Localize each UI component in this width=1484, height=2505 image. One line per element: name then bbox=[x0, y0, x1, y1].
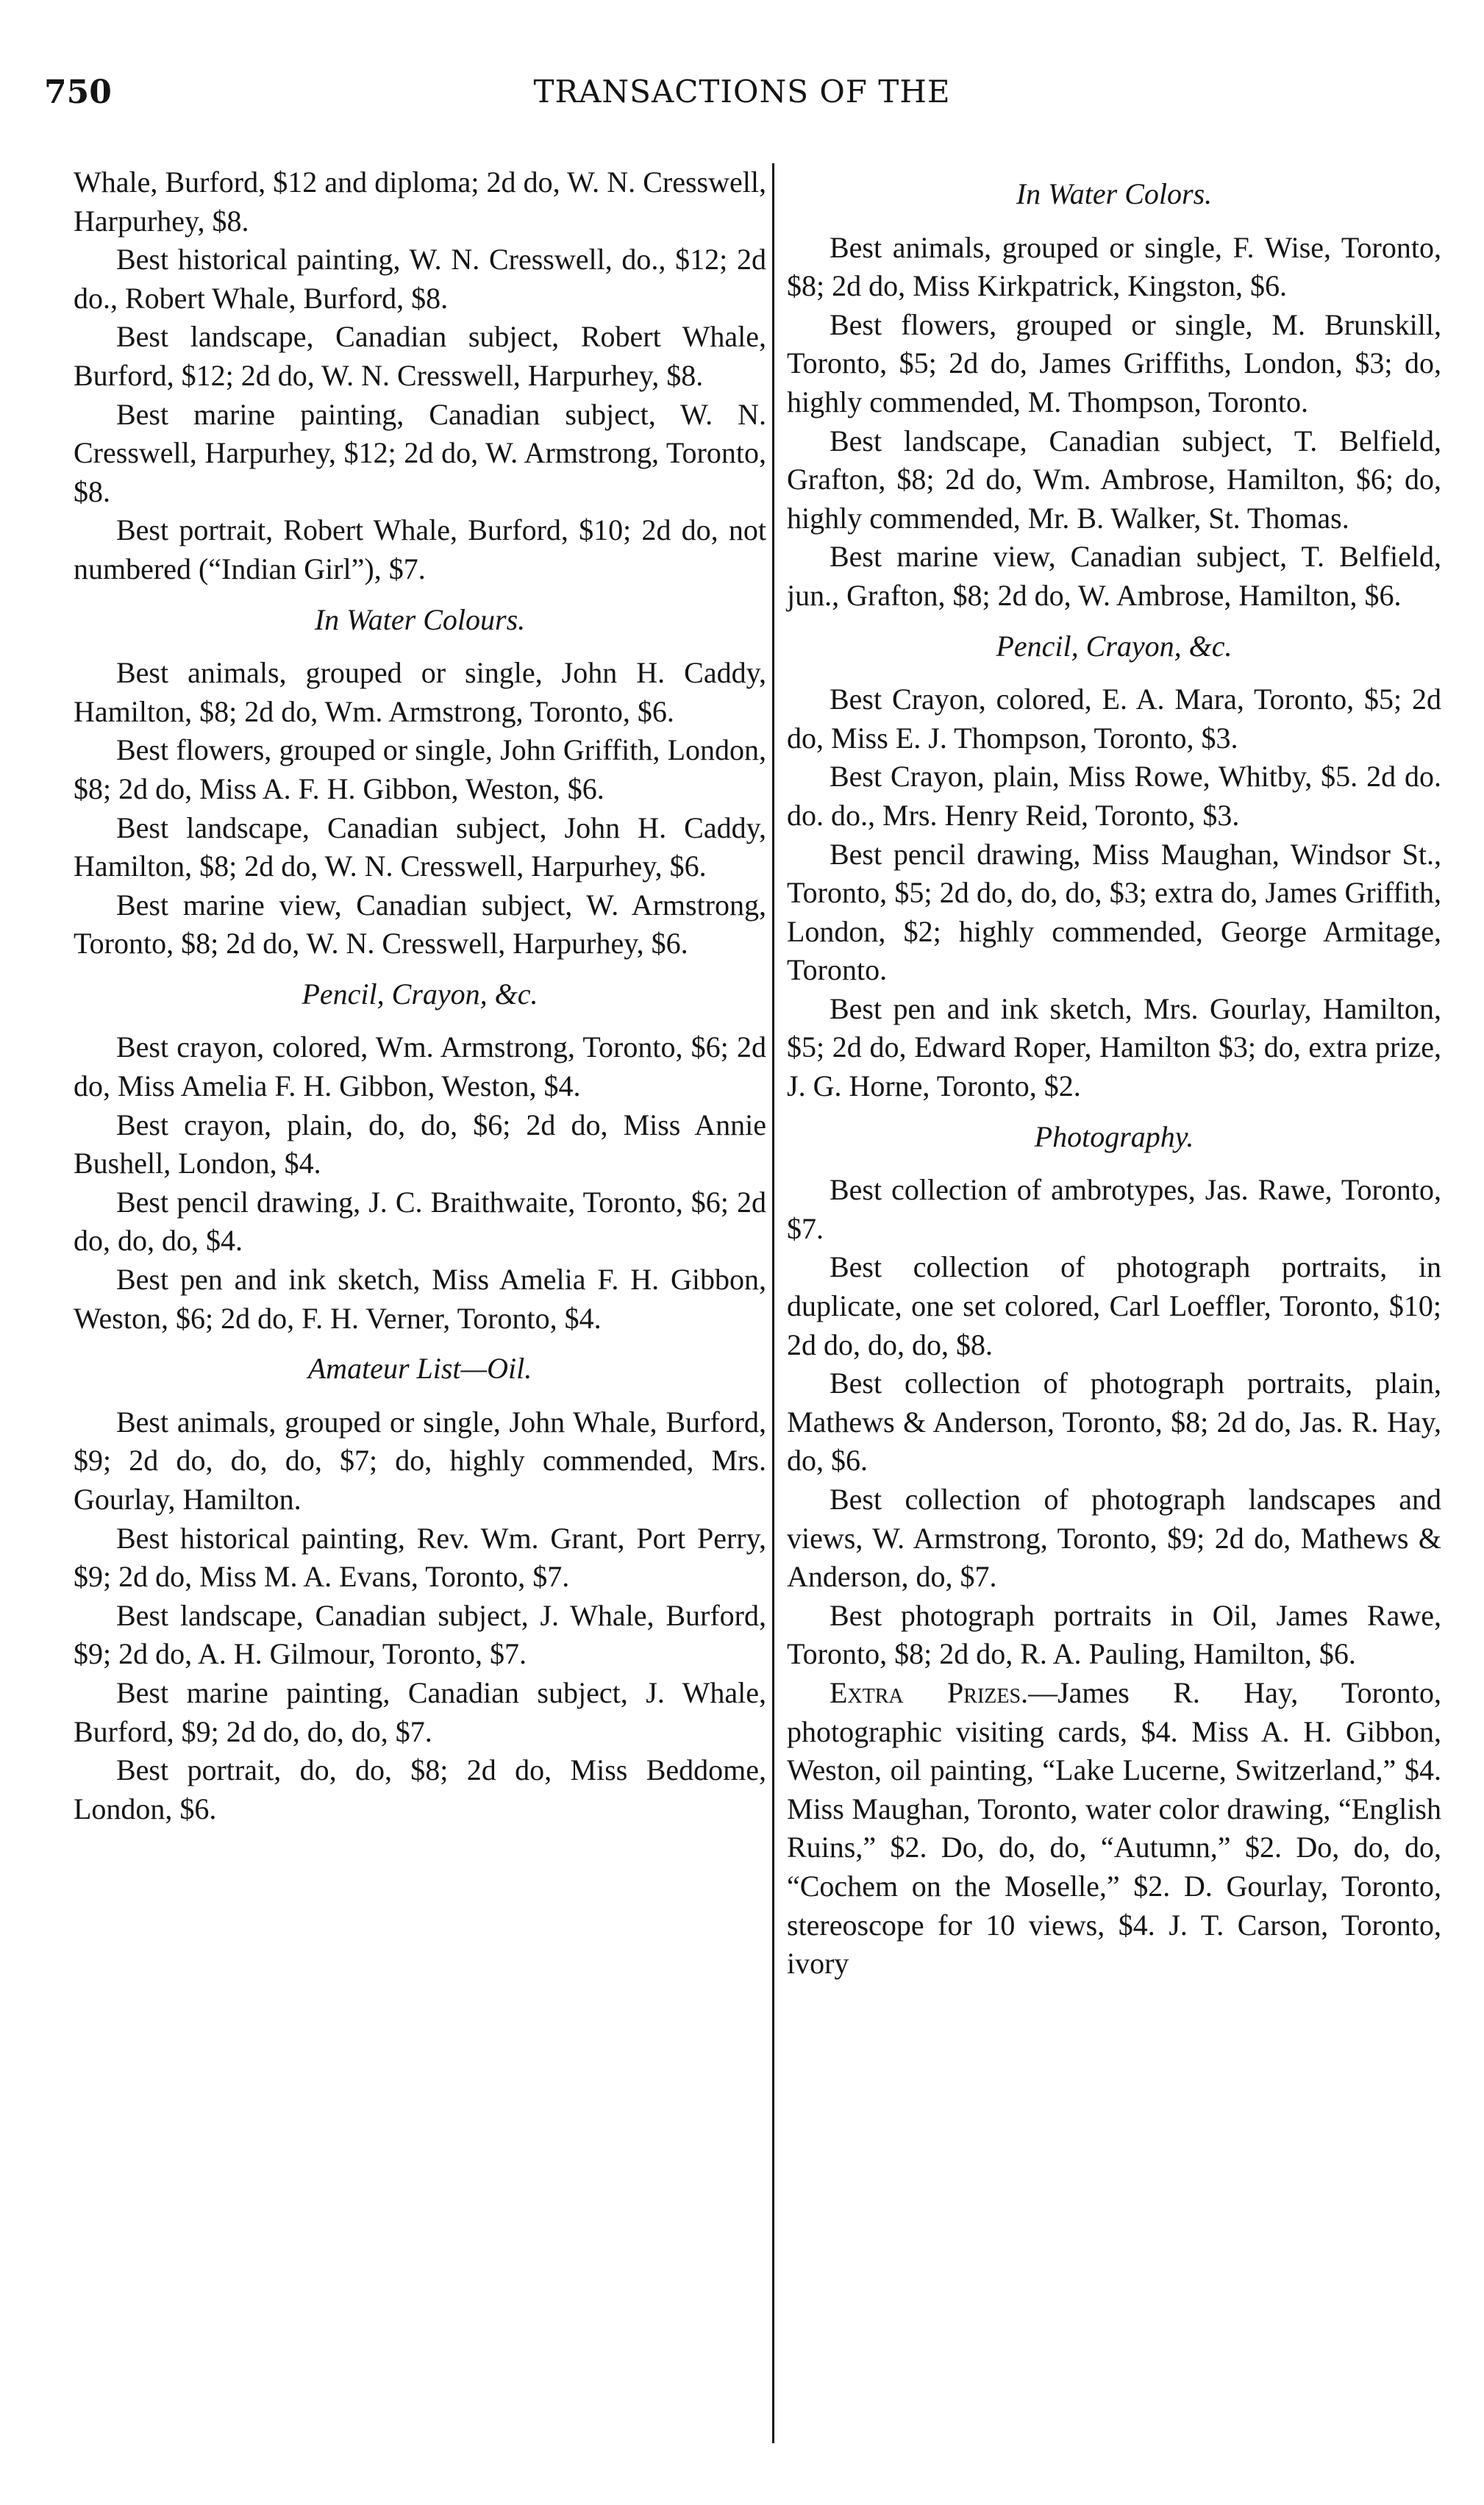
prize-entry: Best pen and ink sketch, Miss Amelia F. H. Gibbon, Weston, $6; 2d do, F. H. Verner, Toronto, $4. bbox=[74, 1263, 766, 1335]
prize-entry: Best Crayon, plain, Miss Rowe, Whitby, $5. 2d do. do. do., Mrs. Henry Reid, Toronto, $3. bbox=[787, 760, 1441, 832]
prize-entry: Best historical painting, W. N. Cresswell, do., $12; 2d do., Robert Whale, Burford, $8. bbox=[74, 243, 766, 315]
prize-entry: Best Crayon, colored, E. A. Mara, Toronto, $5; 2d do, Miss E. J. Thompson, Toronto, $3. bbox=[787, 683, 1441, 755]
prize-entry bbox=[787, 1674, 1441, 1984]
extra-prizes-label: Extra Prizes. bbox=[830, 1675, 1029, 1709]
prize-entry: Best marine painting, Canadian subject, W. N. Cresswell, Harpurhey, $12; 2d do, W. Armstrong, Toronto, $8. bbox=[74, 397, 766, 508]
prize-entry: Best marine painting, Canadian subject, J. Whale, Burford, $9; 2d do, do, do, $7. bbox=[74, 1675, 766, 1748]
prize-entry: Best collection of photograph portraits, plain, Mathews & Anderson, Toronto, $8; 2d do, Jas. R. Hay, do, $6. bbox=[787, 1366, 1441, 1478]
prize-entry: Best landscape, Canadian subject, John H. Caddy, Hamilton, $8; 2d do, W. N. Cresswell, Harpurhey, $6. bbox=[74, 810, 766, 883]
prize-entry: Best animals, grouped or single, F. Wise, Toronto, $8; 2d do, Miss Kirkpatrick, Kingston, $6. bbox=[787, 230, 1441, 303]
prize-entry: Best photograph portraits in Oil, James Rawe, Toronto, $8; 2d do, R. A. Pauling, Hamilton, $6. bbox=[787, 1598, 1441, 1671]
section-heading: Pencil, Crayon, &c. bbox=[302, 977, 538, 1011]
prize-entry: Best landscape, Canadian subject, J. Whale, Burford, $9; 2d do, A. H. Gilmour, Toronto, $7. bbox=[74, 1598, 766, 1671]
running-head: TRANSACTIONS OF THE bbox=[533, 74, 951, 110]
column-rule bbox=[772, 163, 774, 2443]
section-heading: Amateur List—Oil. bbox=[307, 1352, 532, 1386]
left-column bbox=[74, 163, 766, 1828]
prize-entry: Best flowers, grouped or single, M. Brunskill, Toronto, $5; 2d do, James Griffiths, London, $3; do, highly commended, M. Thompson, Toronto. bbox=[787, 307, 1441, 418]
prize-entry: Best crayon, colored, Wm. Armstrong, Toronto, $6; 2d do, Miss Amelia F. H. Gibbon, Weston, $4. bbox=[74, 1030, 766, 1103]
right-column bbox=[787, 163, 1441, 1984]
prize-entry: Best historical painting, Rev. Wm. Grant, Port Perry, $9; 2d do, Miss M. A. Evans, Toronto, $7. bbox=[74, 1521, 766, 1594]
prize-entry: Best animals, grouped or single, John Whale, Burford, $9; 2d do, do, do, $7; do, highly commended, Mrs. Gourlay, Hamilton. bbox=[74, 1405, 766, 1516]
section-heading: In Water Colours. bbox=[314, 602, 526, 636]
section-heading: In Water Colors. bbox=[1016, 177, 1213, 210]
page-number: 750 bbox=[44, 74, 112, 111]
prize-entry: Best portrait, Robert Whale, Burford, $10; 2d do, not numbered (“Indian Girl”), $7. bbox=[74, 513, 766, 585]
prize-entry: Best landscape, Canadian subject, T. Belfield, Grafton, $8; 2d do, Wm. Ambrose, Hamilton, $6; do, highly commended, Mr. B. Walker, St. Thomas. bbox=[787, 424, 1441, 535]
prize-entry: Best pencil drawing, Miss Maughan, Windsor St., Toronto, $5; 2d do, do, do, $3; extra do, James Griffith, London, $2; highly commended, George Armitage, Toronto. bbox=[787, 837, 1441, 987]
prize-entry: Best portrait, do, do, $8; 2d do, Miss Beddome, London, $6. bbox=[74, 1753, 766, 1825]
prize-entry: Best landscape, Canadian subject, Robert Whale, Burford, $12; 2d do, W. N. Cresswell, Harpurhey, $8. bbox=[74, 320, 766, 392]
prize-entry: Best flowers, grouped or single, John Griffith, London, $8; 2d do, Miss A. F. H. Gibbon, Weston, $6. bbox=[74, 733, 766, 805]
prize-entry: Best marine view, Canadian subject, T. Belfield, jun., Grafton, $8; 2d do, W. Ambrose, Hamilton, $6. bbox=[787, 540, 1441, 612]
prize-entry: Best collection of photograph portraits, in duplicate, one set colored, Carl Loeffler, Toronto, $10; 2d do, do, do, $8. bbox=[787, 1250, 1441, 1361]
prize-entry: Best pen and ink sketch, Mrs. Gourlay, Hamilton, $5; 2d do, Edward Roper, Hamilton $3; do, extra prize, J. G. Horne, Toronto, $2. bbox=[787, 991, 1441, 1103]
prize-entry-text: —James R. Hay, Toronto, photographic visiting cards, $4. Miss A. H. Gibbon, Weston, oil painting, “Lake Lucerne, Switzerland,” $4. Miss Maughan, Toronto, water color drawing, “English Ruins,” $2. Do, do, do, “Autumn,” $2. Do, do, do, “Cochem on the Moselle,” $2. D. Gourlay, Toronto, stereoscope for 10 views, $4. J. T. Carson, Toronto, ivory bbox=[787, 1675, 1442, 1981]
section-heading: Pencil, Crayon, &c. bbox=[996, 629, 1232, 663]
prize-entry: Whale, Burford, $12 and diploma; 2d do, W. N. Cresswell, Harpurhey, $8. bbox=[74, 165, 766, 238]
prize-entry: Best collection of ambrotypes, Jas. Rawe, Toronto, $7. bbox=[787, 1173, 1441, 1245]
prize-entry: Best crayon, plain, do, do, $6; 2d do, Miss Annie Bushell, London, $4. bbox=[74, 1108, 766, 1180]
prize-entry: Best animals, grouped or single, John H. Caddy, Hamilton, $8; 2d do, Wm. Armstrong, Toronto, $6. bbox=[74, 656, 766, 728]
prize-entry: Best pencil drawing, J. C. Braithwaite, Toronto, $6; 2d do, do, do, $4. bbox=[74, 1185, 766, 1258]
section-heading: Photography. bbox=[1034, 1119, 1194, 1153]
prize-entry: Best collection of photograph landscapes and views, W. Armstrong, Toronto, $9; 2d do, Mathews & Anderson, do, $7. bbox=[787, 1483, 1441, 1594]
prize-entry: Best marine view, Canadian subject, W. Armstrong, Toronto, $8; 2d do, W. N. Cresswell, Harpurhey, $6. bbox=[74, 888, 766, 961]
